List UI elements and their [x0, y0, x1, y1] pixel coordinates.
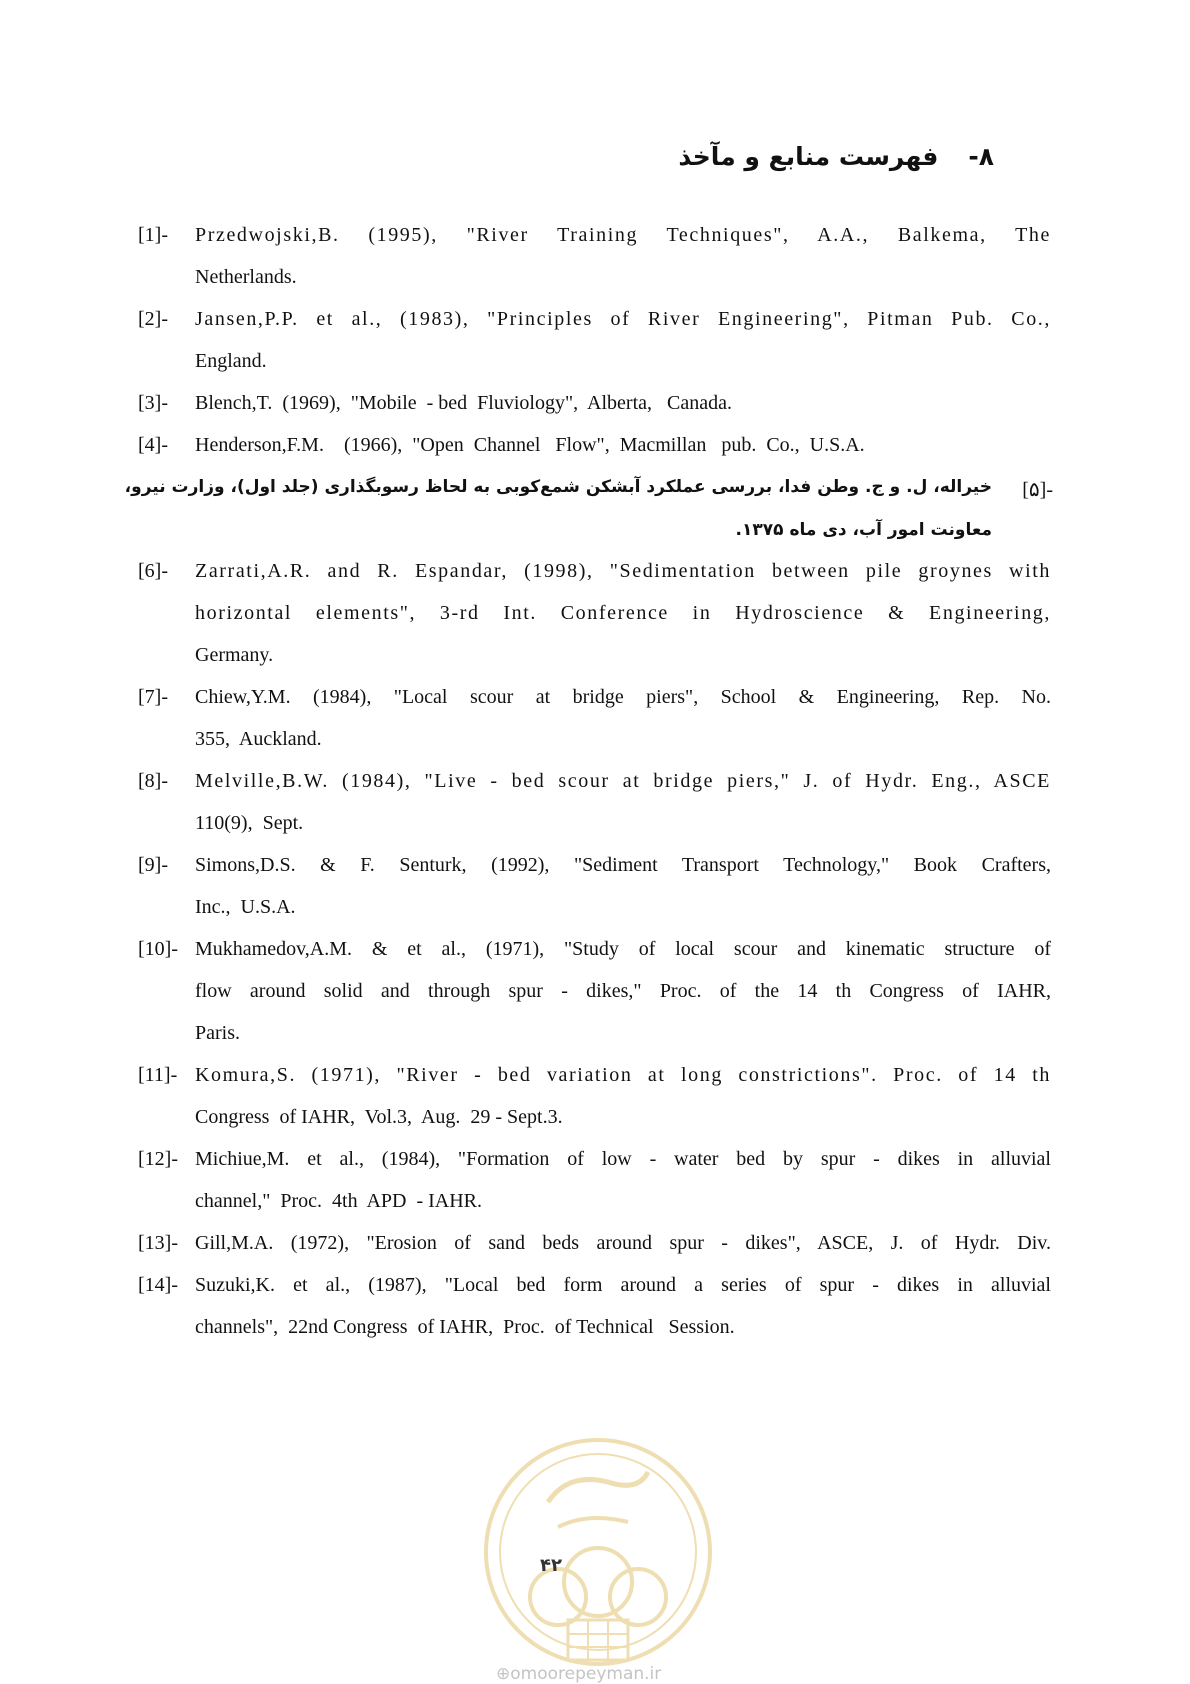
reference-label: [12]- — [138, 1148, 178, 1170]
reference-label: [4]- — [138, 434, 168, 456]
reference-label: [3]- — [138, 392, 168, 414]
reference-line: Paris. — [195, 1022, 240, 1044]
reference-label: [1]- — [138, 224, 168, 246]
reference-line: channels", 22nd Congress of IAHR, Proc. of Technical Session. — [195, 1316, 735, 1338]
reference-label: [13]- — [138, 1232, 178, 1254]
reference-line: England. — [195, 350, 267, 372]
reference-label: [۵]- — [1022, 479, 1053, 501]
reference-label: [7]- — [138, 686, 168, 708]
reference-line: Simons,D.S. & F. Senturk, (1992), "Sediment Transport Technology," Book Crafters, — [195, 854, 1051, 876]
reference-line: Henderson,F.M. (1966), "Open Channel Flow", Macmillan pub. Co., U.S.A. — [195, 434, 865, 456]
reference-line: 355, Auckland. — [195, 728, 322, 750]
reference-label: [14]- — [138, 1274, 178, 1296]
section-heading — [678, 142, 994, 171]
reference-line: Melville,B.W. (1984), "Live - bed scour at bridge piers," J. of Hydr. Eng., ASCE — [195, 770, 1051, 792]
reference-line: 110(9), Sept. — [195, 812, 304, 834]
reference-label: [6]- — [138, 560, 168, 582]
reference-line: Inc., U.S.A. — [195, 896, 296, 918]
section-number: ۸- — [968, 142, 994, 171]
page-number: ۴۲ — [540, 1555, 562, 1576]
globe-icon: ⊕ — [496, 1664, 511, 1684]
reference-line: Netherlands. — [195, 266, 297, 288]
reference-line: Przedwojski,B. (1995), "River Training Techniques", A.A., Balkema, The — [195, 224, 1051, 246]
reference-line: Zarrati,A.R. and R. Espandar, (1998), "Sedimentation between pile groynes with — [195, 560, 1051, 582]
reference-line: Michiue,M. et al., (1984), "Formation of low - water bed by spur - dikes in alluvial — [195, 1148, 1051, 1170]
reference-line: channel," Proc. 4th APD - IAHR. — [195, 1190, 483, 1212]
reference-label: [10]- — [138, 938, 178, 960]
reference-line: flow around solid and through spur - dikes," Proc. of the 14 th Congress of IAHR, — [195, 980, 1051, 1002]
reference-line: معاونت امور آب، دی ماه ۱۳۷۵. — [735, 520, 992, 540]
reference-label: [2]- — [138, 308, 168, 330]
watermark-website-text: omoorepeyman.ir — [510, 1664, 662, 1684]
reference-line: Germany. — [195, 644, 274, 666]
reference-line: Gill,M.A. (1972), "Erosion of sand beds around spur - dikes", ASCE, J. of Hydr. Div. — [195, 1232, 1051, 1254]
reference-line: خیراله، ل. و ج. وطن فدا، بررسی عملکرد آبشکن شمع‌کوبی به لحاظ رسوبگذاری (جلد اول)، وزارت نیرو، — [124, 477, 992, 497]
reference-label: [9]- — [138, 854, 168, 876]
reference-line: Chiew,Y.M. (1984), "Local scour at bridge piers", School & Engineering, Rep. No. — [195, 686, 1051, 708]
reference-line: Congress of IAHR, Vol.3, Aug. 29 - Sept.3. — [195, 1106, 563, 1128]
reference-line: Komura,S. (1971), "River - bed variation at long constrictions". Proc. of 14 th — [195, 1064, 1051, 1086]
watermark-website — [496, 1664, 661, 1684]
reference-line: Mukhamedov,A.M. & et al., (1971), "Study of local scour and kinematic structure of — [195, 938, 1051, 960]
reference-line: horizontal elements", 3-rd Int. Conference in Hydroscience & Engineering, — [195, 602, 1051, 624]
reference-line: Suzuki,K. et al., (1987), "Local bed form around a series of spur - dikes in alluvial — [195, 1274, 1051, 1296]
reference-label: [11]- — [138, 1064, 178, 1086]
section-title: فهرست منابع و مآخذ — [678, 142, 939, 171]
reference-line: Jansen,P.P. et al., (1983), "Principles of River Engineering", Pitman Pub. Co., — [195, 308, 1051, 330]
watermark-logo-icon — [478, 1432, 718, 1672]
reference-line: Blench,T. (1969), "Mobile - bed Fluviology", Alberta, Canada. — [195, 392, 732, 414]
reference-label: [8]- — [138, 770, 168, 792]
